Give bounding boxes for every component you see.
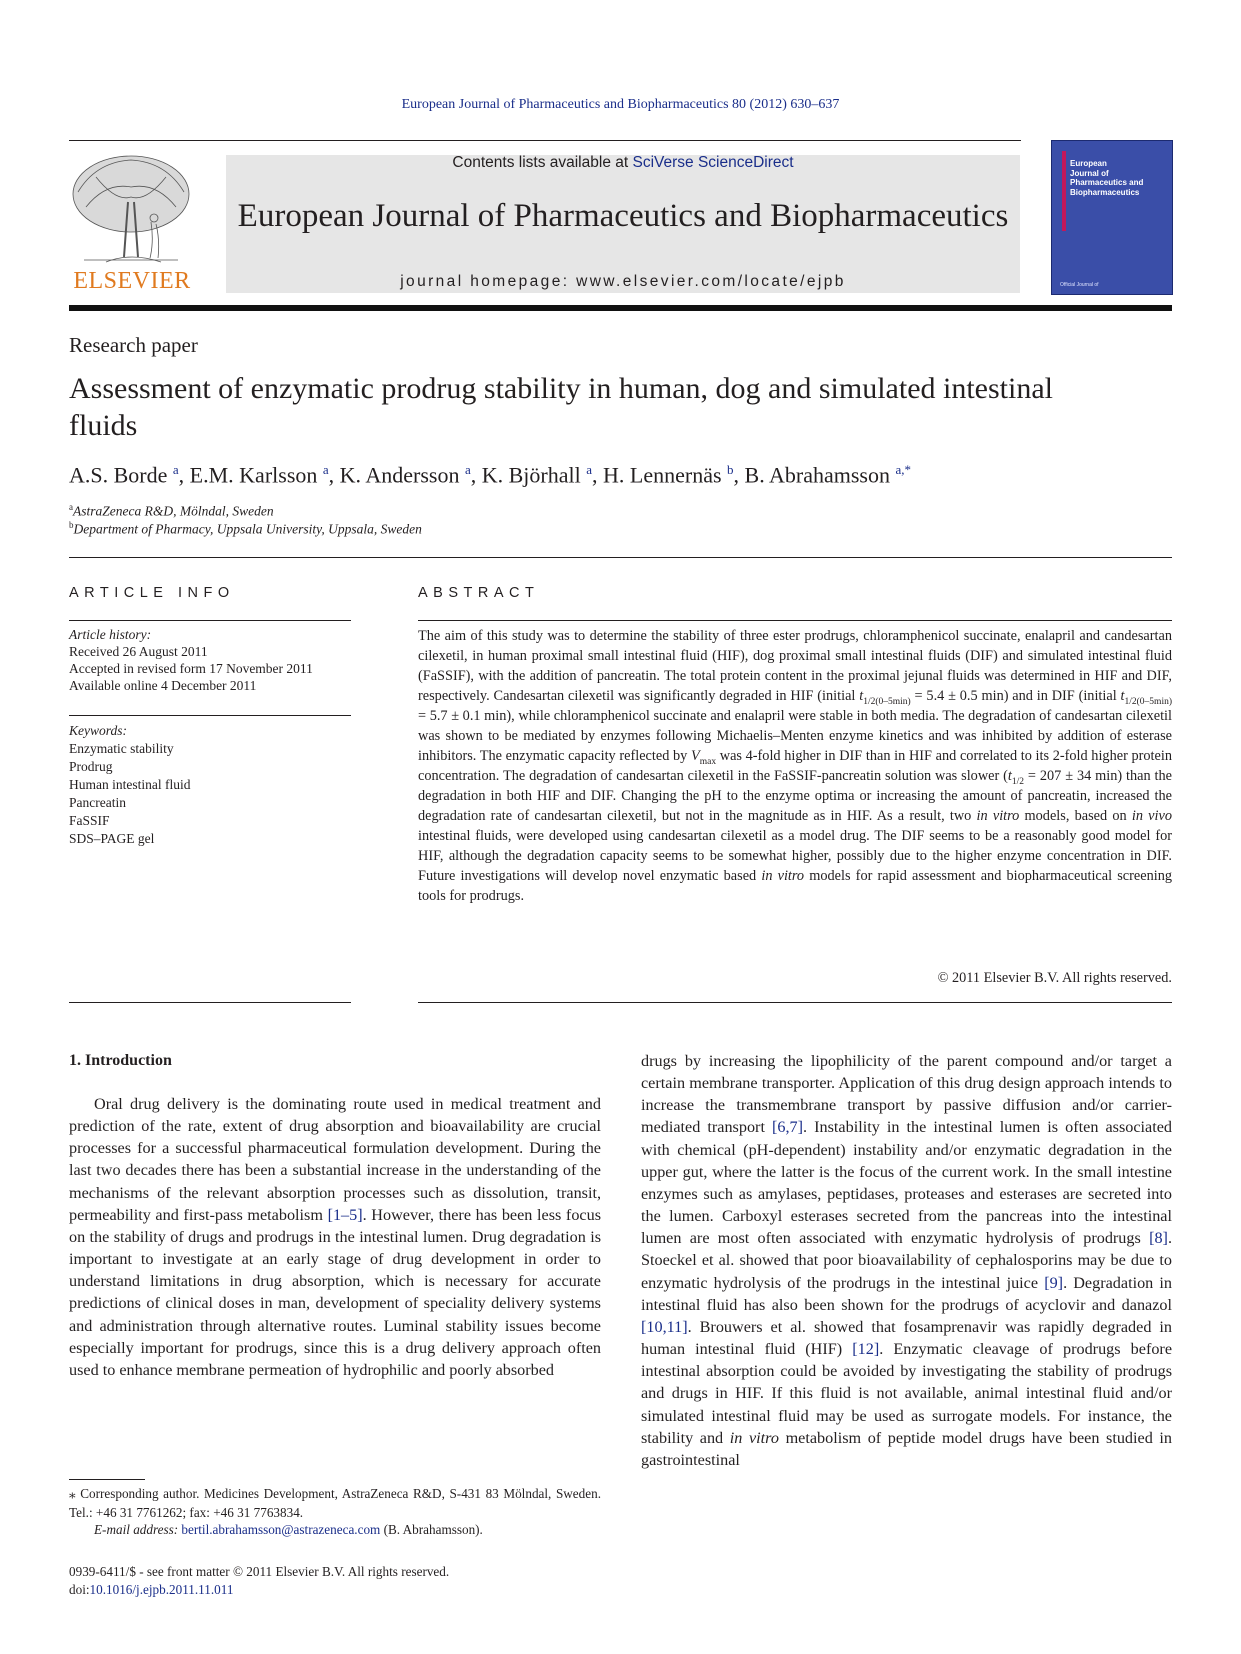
body-text: . Enzymatic cleavage of prodrugs before intestinal absorption could be avoided by investigating the stability of prodrugs and drugs in HIF. If this fluid is not available, animal intestinal fluid and/or simulated intestinal fluid may be used as surrogate models. For instance, the stability and xyxy=(641,1340,1172,1447)
keyword: SDS–PAGE gel xyxy=(69,831,155,846)
abstract-heading: ABSTRACT xyxy=(418,585,540,601)
body-paragraph xyxy=(69,1093,601,1381)
italic-term: in vivo xyxy=(1131,808,1172,824)
symbol-t: t xyxy=(1007,768,1012,784)
keywords-label: Keywords: xyxy=(69,723,127,738)
abstract-segment: = 5.7 ± 0.1 min), while chloramphenicol succinate and enalapril were stable in both media. The degradation of candesartan cilexetil was shown to be mediated by enzymes following Michaelis–Menten enzyme kinetics and was inhibited by addition of esterase inhibitors. The enzymatic capacity reflected by xyxy=(418,708,1172,764)
body-text: drugs by increasing the lipophilicity of the parent compound and/or target a certain membrane transporter. Application of this drug design approach intends to increase the transmembrane transport by passive diffusion and/or carrier-mediated transport xyxy=(641,1052,1172,1137)
author-name: E.M. Karlsson xyxy=(189,462,318,488)
affiliation-label: a xyxy=(69,502,73,512)
affiliation-text: Department of Pharmacy, Uppsala University, Uppsala, Sweden xyxy=(73,521,422,537)
abstract-segment: = 5.4 ± 0.5 min) and in DIF (initial xyxy=(910,688,1121,704)
cover-title-line: Pharmaceutics and xyxy=(1070,178,1144,187)
header-thick-rule xyxy=(69,305,1172,311)
body-text: Oral drug delivery is the dominating route used in medical treatment and prediction of the rate, extent of drug absorption and bioavailability are crucial processes for a successful pharmaceutical formulation development. During the last two decades there has been a substantial increase in the understanding of the mechanisms of the relevant absorption processes such as dissolution, transit, permeability and first-pass metabolism xyxy=(69,1095,601,1224)
abstract-copyright: © 2011 Elsevier B.V. All rights reserved. xyxy=(937,970,1172,986)
issn-line: 0939-6411/$ - see front matter © 2011 Elsevier B.V. All rights reserved. xyxy=(69,1564,450,1579)
affiliation-rule xyxy=(69,557,1172,558)
reference-link[interactable]: [10,11] xyxy=(641,1317,688,1336)
journal-cover-thumbnail[interactable] xyxy=(1051,140,1173,295)
cover-title-line: European xyxy=(1070,159,1107,168)
italic-term: in vitro xyxy=(761,868,805,884)
author-list: A.S. Borde $^a$, E.M. Karlsson $^a$, K. Andersson $^a$, K. Björhall $^a$, H. Lennernäs $^b$, B. Abrahamsson $^{a,*}$ xyxy=(69,462,912,488)
body-text: metabolism of peptide model drugs have been studied in gastrointestinal xyxy=(641,1428,1173,1469)
cover-footer: Official Journal of xyxy=(1060,282,1099,288)
affiliation-b xyxy=(69,520,422,538)
author-affiliation-link[interactable]: a xyxy=(464,462,471,477)
article-history-label: Article history: xyxy=(69,627,152,642)
author-name: B. Abrahamsson xyxy=(744,462,890,488)
abstract-rule xyxy=(418,1002,1172,1003)
email-link[interactable]: bertil.abrahamsson@astrazeneca.com xyxy=(181,1522,381,1537)
symbol-subscript: 1/2 xyxy=(1011,776,1025,787)
email-label: E-mail address: xyxy=(94,1522,182,1537)
body-column-left xyxy=(69,1093,601,1381)
abstract-segment: models, based on xyxy=(1019,808,1132,824)
author-name: K. Björhall xyxy=(481,462,581,488)
tree-icon xyxy=(66,152,196,270)
section-heading-introduction: 1. Introduction xyxy=(69,1052,172,1069)
symbol-t: t xyxy=(859,688,864,704)
journal-homepage[interactable]: journal homepage: www.elsevier.com/locate/ejpb xyxy=(400,273,846,290)
reference-link[interactable]: [6,7] xyxy=(772,1118,804,1137)
article-title: Assessment of enzymatic prodrug stability in human, dog and simulated intestinal fluids xyxy=(69,372,1053,442)
article-info-heading: ARTICLE INFO xyxy=(69,585,235,601)
abstract-segment: was 4-fold higher in DIF than in HIF and correlated to its 2-fold higher protein concentration. The degradation of candesartan cilexetil in the FaSSIF-pancreatin solution was slower ( xyxy=(418,748,1172,784)
author-name: K. Andersson xyxy=(339,462,460,488)
keyword: Enzymatic stability xyxy=(69,741,174,756)
doi-label: doi: xyxy=(69,1582,90,1597)
symbol-t: t xyxy=(1120,688,1125,704)
author-affiliation-link[interactable]: a xyxy=(322,462,329,477)
symbol-subscript: 1/2(0–5min) xyxy=(863,696,911,707)
sciencedirect-link[interactable]: SciVerse ScienceDirect xyxy=(632,154,794,171)
article-info-rule xyxy=(69,620,351,621)
history-item: Accepted in revised form 17 November 2011 xyxy=(69,661,313,676)
journal-title: European Journal of Pharmaceutics and Biopharmaceutics xyxy=(237,198,1009,234)
keyword: Prodrug xyxy=(69,759,113,774)
doi-link[interactable]: 10.1016/j.ejpb.2011.11.011 xyxy=(89,1582,234,1597)
abstract-segment: The aim of this study was to determine the stability of three ester prodrugs, chloramphenicol succinate, enalapril and candesartan cilexetil, in human proximal small intestinal fluid (HIF), dog proximal small intestinal fluids (DIF) and simulated intestinal fluid (FaSSIF), with the addition of pancreatin. The total protein content in the proximal jejunal fluids was determined in HIF and DIF, respectively. Candesartan cilexetil was significantly degraded in HIF (initial xyxy=(418,628,1172,704)
author-affiliation-link[interactable]: b xyxy=(727,462,734,477)
cover-title-line: Journal of xyxy=(1070,168,1109,178)
keyword: Human intestinal fluid xyxy=(69,777,191,792)
article-info-rule xyxy=(69,715,351,716)
contents-available-line xyxy=(226,154,1020,172)
header-rule xyxy=(69,140,1021,141)
body-text: . Degradation in intestinal fluid has also been shown for the prodrugs of acyclovir and danazol xyxy=(641,1273,1172,1314)
italic-term: in vitro xyxy=(729,1428,779,1447)
footnote-rule xyxy=(69,1479,145,1480)
body-column-right xyxy=(641,1050,1172,1471)
history-item: Received 26 August 2011 xyxy=(69,644,208,659)
article-type: Research paper xyxy=(69,333,198,357)
body-paragraph xyxy=(641,1050,1172,1471)
reference-link[interactable]: [9] xyxy=(1044,1273,1064,1292)
symbol-subscript: max xyxy=(699,756,717,767)
author-affiliation-link[interactable]: a,* xyxy=(895,462,912,477)
corresponding-author-footnote: ⁎ Corresponding author. Medicines Development, AstraZeneca R&D, S-431 83 Mölndal, Sweden. Tel.: +46 31 7761262; fax: +46 31 7763834. xyxy=(69,1486,601,1520)
email-suffix: (B. Abrahamsson). xyxy=(380,1522,483,1537)
body-text: . However, there has been less focus on the stability of drugs and prodrugs in the intestinal lumen. Drug degradation is important to investigate at an early stage of drug development in order to understand limitations in drug absorption, which is necessary for accurate predictions of clinical doses in man, development of speciality delivery systems and administration through alternative routes. Luminal stability issues become especially important for prodrugs, since this is a drug delivery approach often used to enhance membrane permeation of hydrophilic and poorly absorbed xyxy=(69,1205,601,1379)
cover-title-line: Biopharmaceutics xyxy=(1070,187,1140,197)
abstract-segment: = 207 ± 34 min) than the degradation in both HIF and DIF. Changing the pH to the enzyme optima or increasing the amount of pancreatin, increased the degradation rate of candesartan cilexetil, but not in the magnitude as in HIF. As a result, two xyxy=(418,768,1172,824)
reference-link[interactable]: [12] xyxy=(852,1340,880,1359)
reference-link[interactable]: [8] xyxy=(1149,1229,1168,1248)
journal-citation[interactable]: European Journal of Pharmaceutics and Biopharmaceutics 80 (2012) 630–637 xyxy=(401,97,840,112)
keyword: FaSSIF xyxy=(69,813,110,828)
abstract-segment: intestinal fluids, were developed using candesartan cilexetil as a model drug. The DIF seems to be a reasonably good model for HIF, although the degradation capacity seems to be somewhat higher, possibly due to the higher enzyme concentration in DIF. Future investigations will develop novel enzymatic based xyxy=(418,828,1172,884)
affiliation-label: b xyxy=(69,520,74,530)
body-text: . Stoeckel et al. showed that poor bioavailability of cephalosporins may be due to enzymatic hydrolysis of the prodrugs in the intestinal juice xyxy=(641,1229,1172,1292)
email-line xyxy=(94,1522,483,1538)
symbol-subscript: 1/2(0–5min) xyxy=(1124,696,1172,707)
doi-line xyxy=(69,1582,233,1598)
abstract-text xyxy=(418,626,1172,906)
cover-accent-strip xyxy=(1062,151,1066,231)
author-affiliation-link[interactable]: a xyxy=(172,462,179,477)
keyword: Pancreatin xyxy=(69,795,126,810)
reference-link[interactable]: [1–5] xyxy=(327,1205,363,1224)
elsevier-wordmark: ELSEVIER xyxy=(73,268,191,294)
cover-title xyxy=(1070,159,1143,197)
author-name: H. Lennernäs xyxy=(603,462,722,488)
affiliation-a xyxy=(69,502,274,520)
symbol-vmax: V xyxy=(690,748,700,764)
article-info-rule xyxy=(69,1002,351,1003)
abstract-rule xyxy=(418,620,1172,621)
author-affiliation-link[interactable]: a xyxy=(586,462,593,477)
history-item: Available online 4 December 2011 xyxy=(69,678,257,693)
contents-prefix: Contents lists available at xyxy=(452,154,633,171)
abstract-segment: models for rapid assessment and biopharmaceutical screening tools for prodrugs. xyxy=(418,868,1173,904)
body-text: . Instability in the intestinal lumen is often associated with chemical (pH-dependent) instability and/or enzymatic degradation in the upper gut, where the latter is the focus of the current work. In the small intestine enzymes such as amylases, peptidases, proteases and esterases are secreted into the lumen. Carboxyl esterases secreted from the pancreas into the intestinal lumen are most often associated with enzymatic hydrolysis of prodrugs xyxy=(641,1118,1172,1248)
body-text: . Brouwers et al. showed that fosamprenavir was rapidly degraded in human intestinal fluid (HIF) xyxy=(641,1317,1172,1359)
author-name: A.S. Borde xyxy=(69,462,168,488)
italic-term: in vitro xyxy=(976,808,1020,824)
affiliation-text: AstraZeneca R&D, Mölndal, Sweden xyxy=(73,503,274,519)
